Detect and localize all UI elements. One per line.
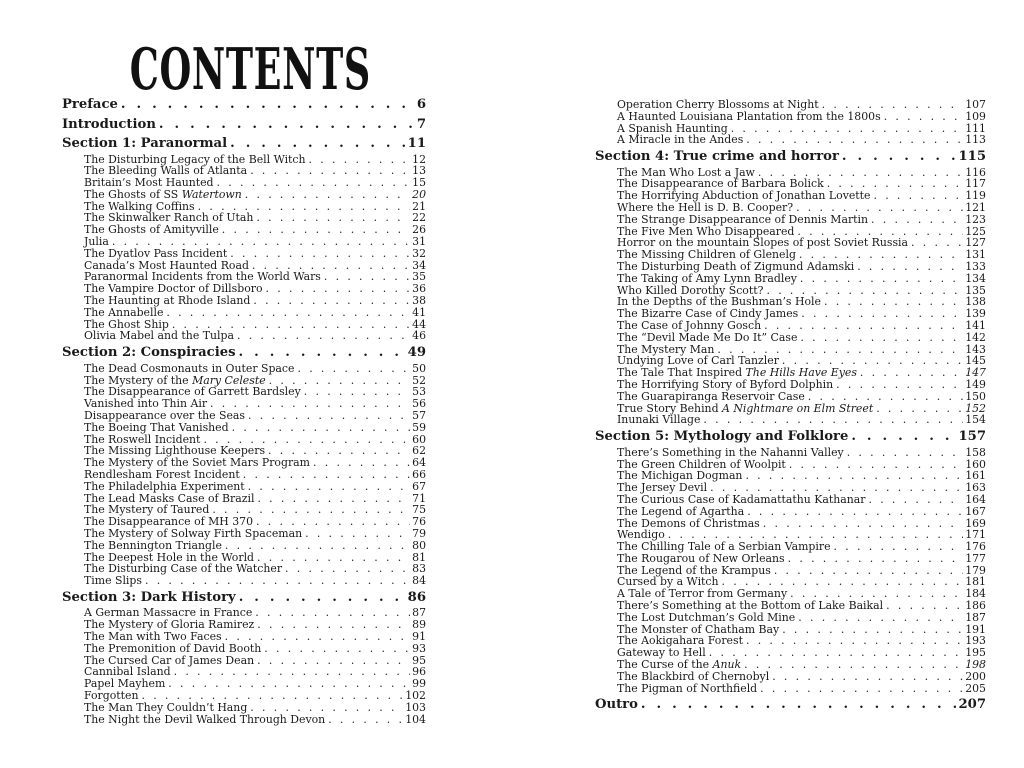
toc-entry-page: 152 <box>965 401 986 415</box>
toc-dot-leader <box>255 607 410 619</box>
toc-entry-page: 89 <box>412 618 426 632</box>
toc-entry-page: 123 <box>965 212 986 226</box>
toc-entry-row <box>62 714 426 726</box>
toc-dot-leader <box>824 296 963 308</box>
toc-dot-leader <box>232 422 411 434</box>
toc-entry-page: 145 <box>965 354 986 368</box>
toc-entry-title: Rendlesham Forest Incident <box>84 467 240 481</box>
toc-dot-leader <box>868 494 963 506</box>
toc-dot-leader <box>842 149 957 166</box>
toc-dot-leader <box>847 447 964 459</box>
toc-dot-leader <box>217 177 411 189</box>
toc-entry-title: Britain’s Most Haunted <box>84 176 214 190</box>
toc-entry-page: 56 <box>412 397 426 411</box>
toc-dot-leader <box>264 643 410 655</box>
toc-dot-leader <box>798 612 963 624</box>
toc-entry-page: 79 <box>412 526 426 540</box>
toc-entry-title: In the Depths of the Bushman’s Hole <box>617 295 821 309</box>
toc-entry-page: 57 <box>412 408 426 422</box>
toc-dot-leader <box>257 619 410 631</box>
toc-dot-leader <box>304 386 410 398</box>
toc-entry-title: The Ghost Ship <box>84 317 169 331</box>
toc-entry-title: The Case of Johnny Gosch <box>617 319 762 333</box>
toc-entry-page: 46 <box>412 329 426 343</box>
toc-entry-title: The Night the Devil Walked Through Devon <box>84 712 326 726</box>
toc-dot-leader <box>257 655 410 667</box>
toc-entry-page: 21 <box>412 199 426 213</box>
toc-dot-leader <box>248 410 410 422</box>
toc-entry-title: Julia <box>84 235 109 249</box>
toc-dot-leader <box>239 590 406 607</box>
toc-dot-leader <box>763 518 963 530</box>
toc-entry-title: Section 1: Paranormal <box>62 136 228 151</box>
toc-entry-page: 147 <box>965 366 986 380</box>
toc-entry-page: 119 <box>965 189 986 203</box>
toc-entry-title: The Walking Coffins <box>84 199 195 213</box>
toc-dot-leader <box>876 403 963 415</box>
toc-section-row <box>595 149 986 166</box>
toc-entry-title: The Strange Disappearance of Dennis Martin <box>617 212 869 226</box>
toc-entry-title: The Roswell Incident <box>84 432 201 446</box>
toc-entry-title: The Boeing That Vanished <box>84 420 229 434</box>
toc-entry-page: 107 <box>965 98 986 111</box>
toc-entry-page: 163 <box>965 481 986 495</box>
toc-entry-title: The Mystery Man <box>617 342 715 356</box>
toc-entry-page: 41 <box>412 305 426 319</box>
toc-dot-leader <box>243 469 410 481</box>
toc-entry-page: 187 <box>965 610 986 624</box>
toc-dot-leader <box>174 666 411 678</box>
toc-entry-title: The Disturbing Case of the Watcher <box>84 562 283 576</box>
toc-entry-page: 154 <box>965 413 986 427</box>
toc-entry-title: The Pigman of Northfield <box>617 681 758 695</box>
toc-entry-title: Cursed by a Witch <box>617 575 719 589</box>
toc-entry-title: The Man with Two Faces <box>84 629 222 643</box>
toc-entry-page: 91 <box>412 629 426 643</box>
toc-dot-leader <box>305 528 410 540</box>
toc-entry-page: 193 <box>965 634 986 648</box>
toc-dot-leader <box>253 295 410 307</box>
toc-entry-title: The Jersey Devil <box>617 481 708 495</box>
toc-entry-title: The Blackbird of Chernobyl <box>617 669 770 683</box>
toc-entry-page: 31 <box>412 235 426 249</box>
toc-entry-title: A Miracle in the Andes <box>617 133 744 147</box>
toc-entry-title: Cannibal Island <box>84 665 171 679</box>
toc-entry-title: The Disappearance of MH 370 <box>84 515 254 529</box>
toc-entry-title: The Ghosts of SS Watertown <box>84 187 242 201</box>
toc-entry-page: 117 <box>965 177 986 191</box>
toc-dot-leader <box>746 134 963 146</box>
toc-entry-page: 76 <box>412 515 426 529</box>
toc-dot-leader <box>248 481 410 493</box>
toc-entry-page: 138 <box>965 295 986 309</box>
toc-entry-page: 60 <box>412 432 426 446</box>
toc-entry-page: 176 <box>965 540 986 554</box>
toc-entry-title: The Vampire Doctor of Dillsboro <box>84 282 263 296</box>
toc-entry-page: 102 <box>405 688 426 702</box>
toc-entry-title: Canada’s Most Haunted Road <box>84 258 249 272</box>
toc-entry-title: A Spanish Haunting <box>617 121 728 135</box>
toc-entry-title: The Missing Children of Glenelg <box>617 248 796 262</box>
toc-dot-leader <box>857 261 963 273</box>
toc-entry-page: 177 <box>965 551 986 565</box>
toc-dot-leader <box>772 671 963 683</box>
toc-dot-leader <box>313 457 410 469</box>
toc-entry-page: 50 <box>412 361 426 375</box>
toc-entry-title: The Mystery of the Soviet Mars Program <box>84 456 310 470</box>
toc-entry-title: The Mystery of Solway Firth Spaceman <box>84 526 303 540</box>
toc-dot-leader <box>789 459 963 471</box>
toc-dot-leader <box>222 224 410 236</box>
toc-entry-title: The Chilling Tale of a Serbian Vampire <box>617 540 831 554</box>
toc-entry-title: The Mystery of Taured <box>84 503 210 517</box>
toc-entry-page: 35 <box>412 270 426 284</box>
toc-entry-title: Papel Mayhem <box>84 677 166 691</box>
toc-entry-title: The Dead Cosmonauts in Outer Space <box>84 361 295 375</box>
toc-entry-title: The Cursed Car of James Dean <box>84 653 255 667</box>
toc-entry-page: 103 <box>405 700 426 714</box>
toc-entry-page: 111 <box>965 121 986 135</box>
toc-entry-title: The Man Who Lost a Jaw <box>617 165 755 179</box>
toc-entry-row <box>595 683 986 695</box>
toc-dot-leader <box>266 283 411 295</box>
toc-entry-title: Disappearance over the Seas <box>84 408 246 422</box>
toc-entry-title: The Bleeding Walls of Atlanta <box>84 164 248 178</box>
toc-entry-page: 113 <box>965 133 986 147</box>
toc-section-row <box>62 345 426 362</box>
toc-section-row <box>595 429 986 446</box>
toc-entry-title: Section 3: Dark History <box>62 589 236 605</box>
toc-dot-leader <box>760 683 963 695</box>
toc-dot-leader <box>709 647 963 659</box>
toc-section-row <box>595 697 986 714</box>
toc-entry-page: 142 <box>965 330 986 344</box>
toc-entry-row <box>595 414 986 426</box>
toc-dot-leader <box>911 237 963 249</box>
toc-dot-leader <box>747 506 963 518</box>
toc-entry-title: A Tale of Terror from Germany <box>617 587 788 601</box>
toc-entry-page: 109 <box>965 109 986 123</box>
toc-entry-page: 179 <box>965 563 986 577</box>
toc-entry-page: 164 <box>965 492 986 506</box>
toc-entry-title: The Tale That Inspired The Hills Have Eyes <box>617 366 857 380</box>
toc-dot-leader <box>166 307 410 319</box>
toc-entry-title: A Haunted Louisiana Plantation from the 1800s <box>617 109 881 123</box>
toc-entry-title: The Rougarou of New Orleans <box>617 551 785 565</box>
toc-entry-page: 207 <box>958 697 986 713</box>
toc-entry-page: 167 <box>965 504 986 518</box>
toc-dot-leader <box>774 565 963 577</box>
toc-section-row <box>62 590 426 607</box>
toc-dot-leader <box>250 165 410 177</box>
toc-entry-page: 26 <box>412 223 426 237</box>
toc-entry-title: Undying Love of Carl Tanzler <box>617 354 779 368</box>
toc-dot-leader <box>745 470 963 482</box>
toc-entry-page: 121 <box>965 201 986 215</box>
toc-entry-title: Introduction <box>62 116 156 132</box>
toc-entry-title: The Monster of Chatham Bay <box>617 622 780 636</box>
toc-dot-leader <box>886 600 963 612</box>
toc-dot-leader <box>834 541 964 553</box>
toc-entry-title: The Haunting at Rhode Island <box>84 294 251 308</box>
toc-entry-page: 87 <box>412 606 426 620</box>
toc-entry-page: 22 <box>412 211 426 225</box>
toc-entry-page: 52 <box>412 373 426 387</box>
toc-dot-leader <box>257 493 410 505</box>
toc-entry-title: Where the Hell is D. B. Cooper? <box>617 201 794 215</box>
toc-entry-page: 169 <box>965 516 986 530</box>
toc-entry-page: 135 <box>965 283 986 297</box>
toc-entry-page: 96 <box>412 665 426 679</box>
toc-entry-title: Inunaki Village <box>617 413 701 427</box>
toc-section-row <box>62 97 426 114</box>
toc-dot-leader <box>145 575 410 587</box>
toc-dot-leader <box>309 154 411 166</box>
toc-entry-page: 15 <box>412 176 426 190</box>
toc-entry-page: 81 <box>412 550 426 564</box>
toc-entry-page: 53 <box>412 385 426 399</box>
toc-entry-page: 133 <box>965 260 986 274</box>
toc-dot-leader <box>800 273 963 285</box>
toc-entry-page: 157 <box>958 429 986 445</box>
toc-entry-title: The Mystery of the Mary Celeste <box>84 373 266 387</box>
toc-entry-title: The Lost Dutchman’s Gold Mine <box>617 610 796 624</box>
toc-entry-page: 143 <box>965 342 986 356</box>
toc-dot-leader <box>836 379 963 391</box>
toc-entry-title: Section 5: Mythology and Folklore <box>595 429 849 445</box>
toc-entry-title: Paranormal Incidents from the World Wars <box>84 270 321 284</box>
contents-title: CONTENTS <box>129 36 371 103</box>
toc-entry-page: 62 <box>412 444 426 458</box>
toc-entry-page: 80 <box>412 538 426 552</box>
toc-entry-page: 66 <box>412 467 426 481</box>
toc-entry-title: The Taking of Amy Lynn Bradley <box>617 271 797 285</box>
toc-entry-title: The “Devil Made Me Do It” Case <box>617 330 798 344</box>
toc-entry-title: Operation Cherry Blossoms at Night <box>617 98 819 111</box>
toc-dot-leader <box>782 624 963 636</box>
toc-left-page <box>62 94 426 725</box>
toc-entry-page: 93 <box>412 641 426 655</box>
toc-dot-leader <box>237 330 410 342</box>
toc-entry-title: The Ghosts of Amityville <box>84 223 219 237</box>
toc-entry-title: The Disappearance of Garrett Bardsley <box>84 385 301 399</box>
toc-entry-page: 11 <box>407 136 426 151</box>
toc-dot-leader <box>159 117 415 134</box>
toc-entry-title: Section 2: Conspiracies <box>62 345 236 361</box>
toc-dot-leader <box>121 97 415 114</box>
toc-entry-page: 59 <box>412 420 426 434</box>
toc-entry-page: 134 <box>965 271 986 285</box>
toc-entry-title: Olivia Mabel and the Tulpa <box>84 329 234 343</box>
toc-entry-page: 150 <box>965 389 986 403</box>
toc-dot-leader <box>168 678 410 690</box>
toc-entry-title: The Man They Couldn’t Hang <box>84 700 248 714</box>
toc-entry-page: 198 <box>965 658 986 672</box>
toc-entry-title: A German Massacre in France <box>84 606 253 620</box>
toc-dot-leader <box>230 248 410 260</box>
toc-entry-page: 86 <box>407 589 426 605</box>
toc-entry-page: 64 <box>412 456 426 470</box>
toc-entry-page: 95 <box>412 653 426 667</box>
toc-entry-page: 36 <box>412 282 426 296</box>
toc-entry-title: The Dyatlov Pass Incident <box>84 246 228 260</box>
toc-entry-page: 7 <box>416 116 426 132</box>
toc-entry-page: 127 <box>965 236 986 250</box>
toc-entry-row <box>62 575 426 587</box>
toc-entry-page: 171 <box>965 528 986 542</box>
toc-entry-title: The Premonition of David Booth <box>84 641 262 655</box>
toc-entry-page: 49 <box>407 345 426 361</box>
toc-entry-title: The Disturbing Death of Zigmund Adamski <box>617 260 855 274</box>
toc-entry-title: The Five Men Who Disappeared <box>617 224 795 238</box>
toc-dot-leader <box>884 111 964 123</box>
toc-entry-title: True Story Behind A Nightmare on Elm Street <box>617 401 874 415</box>
toc-entry-page: 139 <box>965 307 986 321</box>
toc-entry-page: 44 <box>412 317 426 331</box>
toc-entry-title: The Aokigahara Forest <box>617 634 743 648</box>
toc-dot-leader <box>800 332 963 344</box>
toc-entry-page: 181 <box>965 575 986 589</box>
toc-section-row <box>62 136 426 153</box>
toc-entry-title: Vanished into Thin Air <box>84 397 208 411</box>
toc-entry-title: The Horrifying Abduction of Jonathan Lovette <box>617 189 871 203</box>
toc-entry-title: The Green Children of Woolpit <box>617 457 786 471</box>
toc-entry-title: The Disturbing Legacy of the Bell Witch <box>84 152 306 166</box>
toc-dot-leader <box>746 635 963 647</box>
toc-entry-title: Wendigo <box>617 528 665 542</box>
toc-entry-title: The Guarapiranga Reservoir Case <box>617 389 805 403</box>
toc-dot-leader <box>285 563 410 575</box>
toc-entry-title: The Disappearance of Barbara Bolick <box>617 177 824 191</box>
toc-entry-title: The Legend of the Krampus <box>617 563 771 577</box>
toc-entry-page: 131 <box>965 248 986 262</box>
toc-entry-page: 200 <box>965 669 986 683</box>
toc-entry-page: 75 <box>412 503 426 517</box>
toc-dot-leader <box>256 212 410 224</box>
toc-entry-page: 186 <box>965 599 986 613</box>
toc-dot-leader <box>871 214 963 226</box>
toc-entry-title: Forgotten <box>84 688 139 702</box>
toc-entry-title: The Michigan Dogman <box>617 469 743 483</box>
toc-dot-leader <box>788 553 964 565</box>
toc-entry-title: The Horrifying Story of Byford Dolphin <box>617 378 834 392</box>
toc-entry-page: 6 <box>416 97 426 112</box>
toc-entry-row <box>595 134 986 146</box>
toc-dot-leader <box>851 429 956 446</box>
toc-entry-title: Gateway to Hell <box>617 646 706 660</box>
toc-entry-title: The Philadelphia Experiment <box>84 479 245 493</box>
toc-dot-leader <box>703 414 963 426</box>
toc-entry-page: 38 <box>412 294 426 308</box>
toc-entry-page: 12 <box>412 152 426 166</box>
toc-dot-leader <box>245 189 410 201</box>
toc-entry-title: The Bennington Triangle <box>84 538 222 552</box>
toc-entry-page: 125 <box>965 224 986 238</box>
toc-dot-leader <box>860 367 963 379</box>
toc-entry-title: The Demons of Christmas <box>617 516 760 530</box>
toc-dot-leader <box>328 714 403 726</box>
toc-entry-page: 195 <box>965 646 986 660</box>
toc-entry-page: 161 <box>965 469 986 483</box>
toc-entry-title: Outro <box>595 697 638 713</box>
toc-dot-leader <box>297 363 410 375</box>
toc-entry-title: The Lead Masks Case of Brazil <box>84 491 255 505</box>
toc-dot-leader <box>230 136 406 153</box>
toc-entry-title: Who Killed Dorothy Scott? <box>617 283 764 297</box>
toc-dot-leader <box>731 123 964 135</box>
toc-entry-page: 84 <box>412 574 426 588</box>
toc-entry-page: 71 <box>412 491 426 505</box>
toc-right-page <box>595 99 986 715</box>
toc-entry-page: 34 <box>412 258 426 272</box>
toc-entry-title: There’s Something at the Bottom of Lake Baikal <box>617 599 884 613</box>
toc-entry-page: 83 <box>412 562 426 576</box>
toc-dot-leader <box>744 659 963 671</box>
toc-entry-title: There’s Something in the Nahanni Valley <box>617 445 844 459</box>
toc-entry-page: 104 <box>405 712 426 726</box>
toc-entry-page: 99 <box>412 677 426 691</box>
toc-dot-leader <box>873 190 963 202</box>
toc-section-row <box>62 117 426 134</box>
toc-entry-title: Time Slips <box>84 574 142 588</box>
toc-entry-row <box>62 330 426 342</box>
toc-entry-row <box>62 224 426 236</box>
toc-entry-title: The Missing Lighthouse Keepers <box>84 444 266 458</box>
toc-entry-page: 116 <box>965 165 986 179</box>
toc-entry-title: The Annabelle <box>84 305 164 319</box>
toc-entry-page: 20 <box>412 187 426 201</box>
toc-entry-page: 67 <box>412 479 426 493</box>
toc-entry-title: Section 4: True crime and horror <box>595 149 839 165</box>
toc-entry-title: The Curious Case of Kadamattathu Kathanar <box>617 492 866 506</box>
toc-entry-title: The Skinwalker Ranch of Utah <box>84 211 254 225</box>
toc-entry-title: Horror on the mountain Slopes of post Soviet Russia <box>617 236 909 250</box>
toc-entry-title: The Mystery of Gloria Ramirez <box>84 618 255 632</box>
toc-entry-page: 158 <box>965 445 986 459</box>
toc-entry-page: 184 <box>965 587 986 601</box>
toc-entry-page: 205 <box>965 681 986 695</box>
toc-dot-leader <box>801 308 963 320</box>
toc-entry-title: The Curse of the Anuk <box>617 658 742 672</box>
toc-entry-page: 141 <box>965 319 986 333</box>
toc-entry-page: 13 <box>412 164 426 178</box>
toc-entry-page: 191 <box>965 622 986 636</box>
toc-dot-leader <box>641 697 957 714</box>
toc-entry-page: 160 <box>965 457 986 471</box>
toc-entry-page: 32 <box>412 246 426 260</box>
contents-title-wrap <box>62 36 426 103</box>
toc-dot-leader <box>324 271 410 283</box>
toc-entry-title: The Bizarre Case of Cindy James <box>617 307 799 321</box>
toc-entry-page: 115 <box>958 149 986 165</box>
toc-entry-title: Preface <box>62 97 118 112</box>
toc-entry-title: The Legend of Agartha <box>617 504 745 518</box>
toc-entry-title: The Deepest Hole in the World <box>84 550 255 564</box>
toc-entry-page: 149 <box>965 378 986 392</box>
toc-dot-leader <box>239 345 406 362</box>
